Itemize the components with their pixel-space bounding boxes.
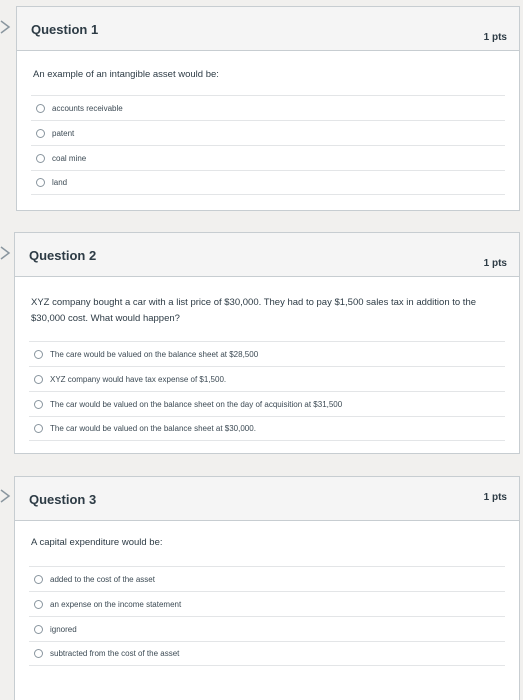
flag-icon[interactable] <box>0 246 12 260</box>
question-1 <box>16 6 520 211</box>
question-header <box>17 7 519 51</box>
answer-label: subtracted from the cost of the asset <box>50 649 180 658</box>
answer-label: XYZ company would have tax expense of $1,500. <box>50 374 227 384</box>
answer-option[interactable] <box>29 591 505 616</box>
answer-label: patent <box>52 128 75 138</box>
radio-button-icon[interactable] <box>34 400 43 409</box>
question-3 <box>14 476 520 700</box>
radio-button-icon[interactable] <box>34 424 43 433</box>
answer-label: The car would be valued on the balance sheet at $30,000. <box>50 424 256 433</box>
question-header <box>15 233 519 277</box>
question-text: An example of an intangible asset would be: <box>33 69 219 80</box>
answer-list <box>31 95 505 195</box>
answer-option[interactable] <box>29 391 505 416</box>
question-header <box>15 477 519 521</box>
answer-list <box>29 566 505 666</box>
answer-option[interactable] <box>29 566 505 591</box>
question-text: XYZ company bought a car with a list price of $30,000. They had to pay $1,500 sales tax in addition to the $30,000 cost. What would happen? <box>31 297 477 324</box>
answer-option[interactable] <box>31 120 505 145</box>
answer-label: The car would be valued on the balance sheet on the day of acquisition at $31,500 <box>50 399 343 409</box>
question-text: A capital expenditure would be: <box>31 537 163 548</box>
question-points: 1 pts <box>483 32 507 43</box>
answer-option[interactable] <box>29 341 505 366</box>
radio-button-icon[interactable] <box>34 649 43 658</box>
flag-icon[interactable] <box>0 20 12 34</box>
flag-icon[interactable] <box>0 489 12 503</box>
radio-button-icon[interactable] <box>36 154 45 163</box>
answer-option[interactable] <box>31 95 505 120</box>
answer-option[interactable] <box>31 170 505 195</box>
question-title: Question 2 <box>29 248 97 263</box>
answer-label: land <box>52 178 68 187</box>
radio-button-icon[interactable] <box>34 575 43 584</box>
radio-button-icon[interactable] <box>36 178 45 187</box>
radio-button-icon[interactable] <box>34 625 43 634</box>
question-2 <box>14 232 520 454</box>
answer-option[interactable] <box>29 416 505 441</box>
answer-option[interactable] <box>29 616 505 641</box>
answer-option[interactable] <box>29 641 505 666</box>
question-points: 1 pts <box>483 258 507 269</box>
answer-list <box>29 341 505 441</box>
question-points: 1 pts <box>483 492 507 503</box>
answer-label: ignored <box>50 624 77 634</box>
radio-button-icon[interactable] <box>36 104 45 113</box>
answer-label: an expense on the income statement <box>50 599 182 609</box>
radio-button-icon[interactable] <box>36 129 45 138</box>
radio-button-icon[interactable] <box>34 600 43 609</box>
question-title: Question 3 <box>29 492 97 507</box>
radio-button-icon[interactable] <box>34 375 43 384</box>
answer-label: added to the cost of the asset <box>50 574 155 584</box>
answer-option[interactable] <box>29 366 505 391</box>
question-title: Question 1 <box>31 22 99 37</box>
answer-label: coal mine <box>52 153 87 163</box>
answer-option[interactable] <box>31 145 505 170</box>
answer-label: accounts receivable <box>52 103 123 113</box>
radio-button-icon[interactable] <box>34 350 43 359</box>
answer-label: The care would be valued on the balance sheet at $28,500 <box>50 349 259 359</box>
